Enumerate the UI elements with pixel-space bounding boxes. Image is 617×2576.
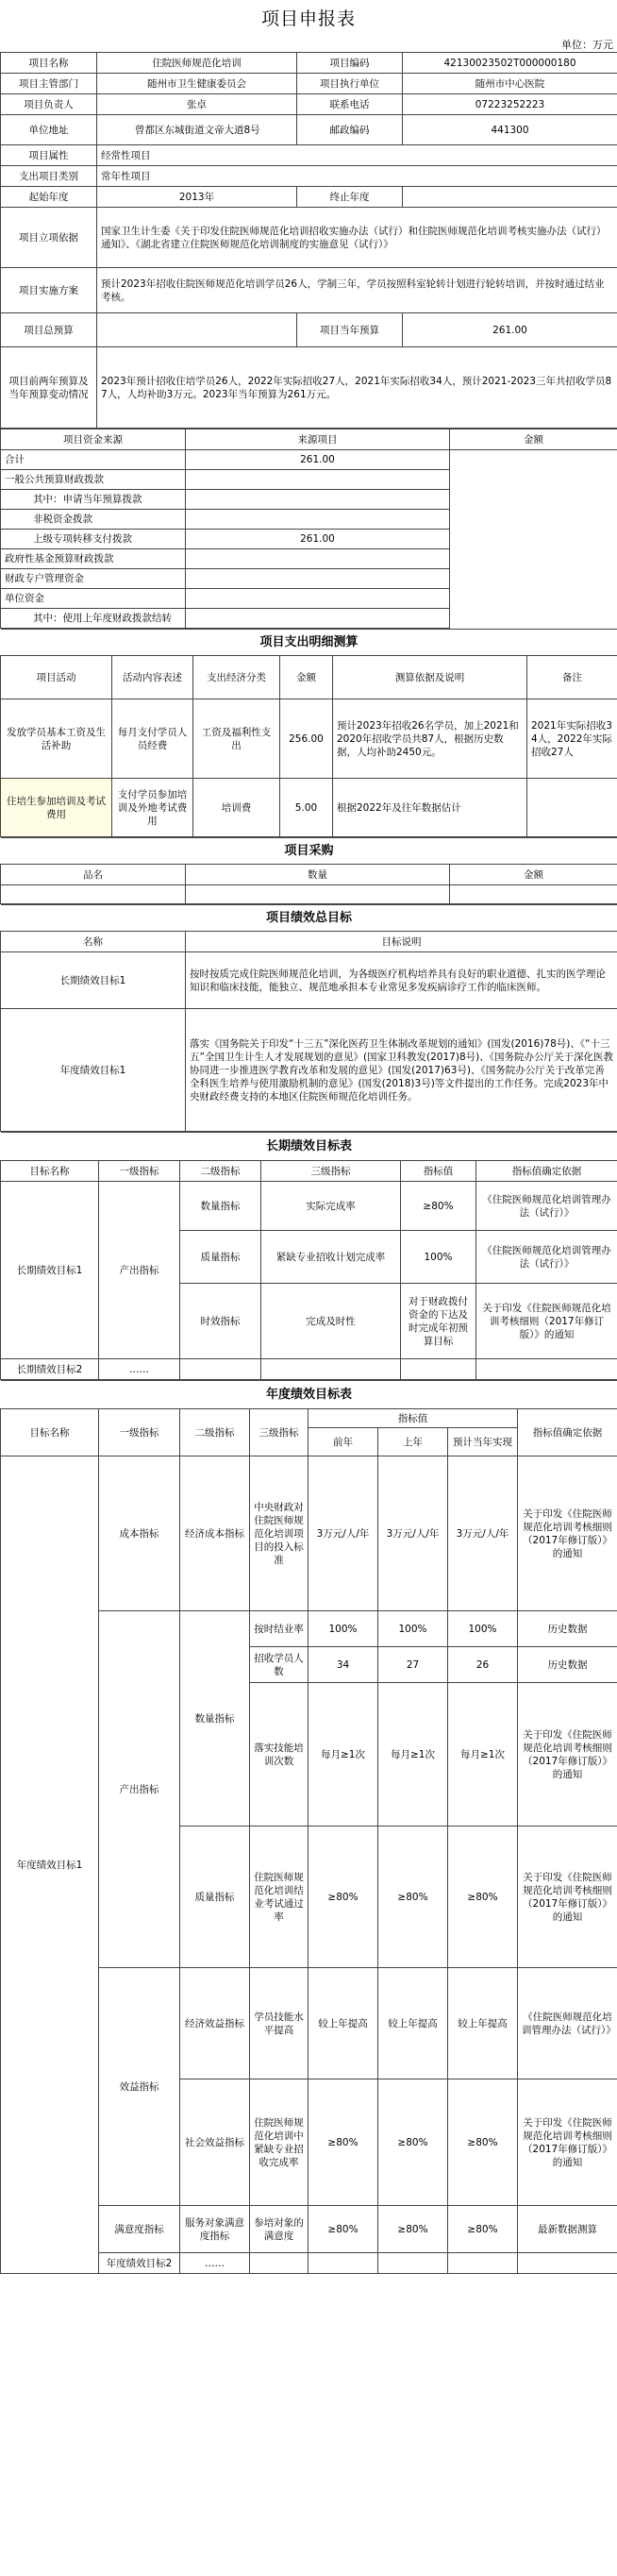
perf-col-desc: 目标说明 [186,932,617,952]
zip-label: 邮政编码 [297,115,403,145]
long-basis-time: 关于印发《住院医师规范化培训考核细则（2017年修订版）》的通知 [476,1284,617,1359]
long-l3-time: 完成及时性 [261,1284,401,1359]
annual-cost-l1: 成本指标 [99,1456,180,1611]
addr-value: 曾都区东城街道文帝大道8号 [97,115,297,145]
annual-cost-l3: 中央财政对住院医师规范化培训项目的投入标准 [250,1456,308,1611]
annual-qty-cur: 26 [448,1647,518,1683]
expense-header-cell: 支出经济分类 [193,656,280,699]
annual-qty-cur: 每月≥1次 [448,1683,518,1827]
funding-table [0,429,617,629]
procure-col-name: 品名 [1,865,186,885]
annual-qty-basis: 历史数据 [518,1611,617,1647]
annual-sat-l3: 参培对象的满意度 [250,2206,308,2253]
annual-qty-cur: 100% [448,1611,518,1647]
annual-col-last: 上年 [378,1428,448,1456]
annual-social-basis: 关于印发《住院医师规范化培训考核细则（2017年修订版）》的通知 [518,2079,617,2206]
annual-econ-last: 较上年提高 [378,1968,448,2079]
long-section-title: 长期绩效目标表 [1,1133,617,1161]
funding-amount [186,510,450,530]
long-l2-time: 时效指标 [180,1284,261,1359]
annual-social-cur: ≥80% [448,2079,518,2206]
annual-quality-cur: ≥80% [448,1827,518,1968]
year-goal-label: 年度绩效目标1 [1,1009,186,1132]
long-l2-qty: 数量指标 [180,1182,261,1231]
long-goal2-name: 长期绩效目标2 [1,1359,99,1380]
change-value: 2023年预计招收住培学员26人，2022年实际招收27人，2021年实际招收34人，预计2021-2023三年共招收学员87人，人均补助3万元。2023年当年预算为261万元。 [97,347,617,429]
dept-label: 项目主管部门 [1,74,97,94]
expense-content: 支付学员参加培训及外地考试费用 [112,779,193,837]
annual-cost-l2: 经济成本指标 [180,1456,250,1611]
annual-cost-basis: 关于印发《住院医师规范化培训考核细则（2017年修订版）》的通知 [518,1456,617,1611]
change-label: 项目前两年预算及当年预算变动情况 [1,347,97,429]
funding-col-source: 来源项目 [186,429,450,450]
long-header-cell: 目标名称 [1,1161,99,1182]
expense-basis: 预计2023年招收26名学员，加上2021和2020年招收学员共87人，根据历史数据，人均补助2450元。 [333,699,527,779]
start-label: 起始年度 [1,187,97,208]
perf-section-title: 项目绩效总目标 [1,905,617,932]
owner-value: 张卓 [97,94,297,115]
funding-label: 项目资金来源 [1,429,186,450]
annual-qty-last: 每月≥1次 [378,1683,448,1827]
annual-goal2-value: …… [180,2253,250,2274]
annual-sat-cur: ≥80% [448,2206,518,2253]
funding-source-item: 其中：使用上年度财政拨款结转 [1,609,186,629]
expense-note: 2021年实际招收34人，2022年实际招收27人 [527,699,617,779]
annual-quality-l2: 质量指标 [180,1827,250,1968]
perf-col-name: 名称 [1,932,186,952]
project-name-label: 项目名称 [1,53,97,74]
funding-source-item: 上级专项转移支付拨款 [1,530,186,549]
phone-label: 联系电话 [297,94,403,115]
annual-output-l1: 产出指标 [99,1611,180,1968]
annual-quality-last: ≥80% [378,1827,448,1968]
annual-cost-last: 3万元/人/年 [378,1456,448,1611]
annual-section-title: 年度绩效目标表 [1,1381,617,1409]
funding-source-item: 合计 [1,450,186,470]
annual-col-cur: 预计当年实现 [448,1428,518,1456]
annual-qty-l3: 按时结业率 [250,1611,308,1647]
annual-qty-last: 100% [378,1611,448,1647]
annual-social-prev: ≥80% [308,2079,378,2206]
annual-econ-l3: 学员技能水平提高 [250,1968,308,2079]
basis-label: 项目立项依据 [1,208,97,268]
cat-value: 常年性项目 [97,166,617,187]
funding-source-item: 一般公共预算财政拨款 [1,470,186,490]
long-basis-qty: 《住院医师规范化培训管理办法（试行）》 [476,1182,617,1231]
procure-section-title: 项目采购 [1,838,617,865]
annual-social-l3: 住院医师规范化培训中紧缺专业招收完成率 [250,2079,308,2206]
funding-source-item: 其中：申请当年预算拨款 [1,490,186,510]
expense-header-cell: 项目活动 [1,656,112,699]
annual-cost-cur: 3万元/人/年 [448,1456,518,1611]
annual-col-l3: 三级指标 [250,1409,308,1456]
long-header-cell: 二级指标 [180,1161,261,1182]
funding-amount: 261.00 [186,530,450,549]
annual-col-l1: 一级指标 [99,1409,180,1456]
expense-table [0,629,617,837]
expense-content: 每月支付学员人员经费 [112,699,193,779]
end-label: 终止年度 [297,187,403,208]
long-l3-qty: 实际完成率 [261,1182,401,1231]
funding-col-amount: 金额 [450,429,617,450]
plan-label: 项目实施方案 [1,268,97,313]
expense-row [1,699,617,779]
project-code: 42130023502T000000180 [403,53,617,74]
zip-value: 441300 [403,115,617,145]
perf-table [0,904,617,1132]
annual-econ-l2: 经济效益指标 [180,1968,250,2079]
expense-activity: 住培生参加培训及考试费用 [1,779,112,837]
annual-col-value: 指标值 [308,1409,518,1428]
long-l2-quality: 质量指标 [180,1231,261,1284]
annual-qty-last: 27 [378,1647,448,1683]
dept-value: 随州市卫生健康委员会 [97,74,297,94]
funding-source-item: 非税资金拨款 [1,510,186,530]
expense-note [527,779,617,837]
exec-value: 随州市中心医院 [403,74,617,94]
annual-qty-l3: 落实技能培训次数 [250,1683,308,1827]
funding-source-item: 政府性基金预算财政拨款 [1,549,186,569]
annual-quality-prev: ≥80% [308,1827,378,1968]
annual-sat-last: ≥80% [378,2206,448,2253]
funding-amount [186,470,450,490]
long-value-qty: ≥80% [401,1182,476,1231]
expense-header-cell: 金额 [280,656,333,699]
long-l3-quality: 紧缺专业招收计划完成率 [261,1231,401,1284]
annual-col-l2: 二级指标 [180,1409,250,1456]
annual-sat-l1: 满意度指标 [99,2206,180,2253]
unit-label: 单位：万元 [561,39,613,51]
annual-qty-l2: 数量指标 [180,1611,250,1827]
project-name: 住院医师规范化培训 [97,53,297,74]
exec-label: 项目执行单位 [297,74,403,94]
total-label: 项目总预算 [1,313,97,347]
long-header-cell: 指标值 [401,1161,476,1182]
funding-amount [186,490,450,510]
attr-value: 经常性项目 [97,145,617,166]
annual-col-basis: 指标值确定依据 [518,1409,617,1456]
annual-col-prev: 前年 [308,1428,378,1456]
annual-qty-prev: 每月≥1次 [308,1683,378,1827]
phone-value: 07223252223 [403,94,617,115]
annual-qty-l3: 招收学员人数 [250,1647,308,1683]
funding-amount [186,569,450,589]
cat-label: 支出项目类别 [1,166,97,187]
expense-header-cell: 测算依据及说明 [333,656,527,699]
funding-amount [186,549,450,569]
procure-col-amount: 金额 [450,865,617,885]
annual-target-table [0,1380,617,2274]
annual-qty-basis: 关于印发《住院医师规范化培训考核细则（2017年修订版）》的通知 [518,1683,617,1827]
annual-sat-basis: 最新数据测算 [518,2206,617,2253]
page-title: 项目申报表 [260,8,356,29]
long-goal-desc: 按时按质完成住院医师规范化培训，为各级医疗机构培养具有良好的职业道德、扎实的医学理论知识和临床技能，能独立、规范地承担本专业常见多发疾病诊疗工作的临床医师。 [186,952,617,1009]
start-value: 2013年 [97,187,297,208]
long-level1: 产出指标 [99,1182,180,1359]
expense-category: 工资及福利性支出 [193,699,280,779]
long-header-cell: 三级指标 [261,1161,401,1182]
expense-row [1,779,617,837]
annual-quality-basis: 关于印发《住院医师规范化培训考核细则（2017年修订版）》的通知 [518,1827,617,1968]
expense-header-cell: 备注 [527,656,617,699]
annual-goal2-name: 年度绩效目标2 [99,2253,180,2274]
annual-sat-l2: 服务对象满意度指标 [180,2206,250,2253]
long-goal2-value: …… [99,1359,180,1380]
annual-sat-prev: ≥80% [308,2206,378,2253]
expense-category: 培训费 [193,779,280,837]
annual-quality-l3: 住院医师规范化培训结业考试通过率 [250,1827,308,1968]
funding-amount: 261.00 [186,450,450,470]
funding-source-item: 单位资金 [1,589,186,609]
annual-qty-prev: 100% [308,1611,378,1647]
total-value [97,313,297,347]
procure-table [0,837,617,904]
long-goal-name: 长期绩效目标1 [1,1182,99,1359]
owner-label: 项目负责人 [1,94,97,115]
year-budget-label: 项目当年预算 [297,313,403,347]
annual-qty-prev: 34 [308,1647,378,1683]
annual-social-last: ≥80% [378,2079,448,2206]
year-budget-value: 261.00 [403,313,617,347]
annual-cost-prev: 3万元/人/年 [308,1456,378,1611]
expense-section-title: 项目支出明细测算 [1,630,617,656]
long-header-cell: 一级指标 [99,1161,180,1182]
plan-value: 预计2023年招收住院医师规范化培训学员26人，学制三年，学员按照科室轮转计划进行轮转培训，并按时通过结业考核。 [97,268,617,313]
annual-effect-l1: 效益指标 [99,1968,180,2206]
procure-col-qty: 数量 [186,865,450,885]
end-value [403,187,617,208]
long-target-table [0,1132,617,1380]
long-value-time: 对于财政拨付资金的下达及时完成年初预算目标 [401,1284,476,1359]
addr-label: 单位地址 [1,115,97,145]
expense-header-cell: 活动内容表述 [112,656,193,699]
expense-amount: 5.00 [280,779,333,837]
long-value-quality: 100% [401,1231,476,1284]
annual-econ-basis: 《住院医师规范化培训管理办法（试行）》 [518,1968,617,2079]
attr-label: 项目属性 [1,145,97,166]
annual-goal-name: 年度绩效目标1 [1,1456,99,2274]
annual-col-goal: 目标名称 [1,1409,99,1456]
funding-source-item: 财政专户管理资金 [1,569,186,589]
long-basis-quality: 《住院医师规范化培训管理办法（试行）》 [476,1231,617,1284]
expense-amount: 256.00 [280,699,333,779]
annual-qty-basis: 历史数据 [518,1647,617,1683]
long-header-cell: 指标值确定依据 [476,1161,617,1182]
basic-info-table [0,52,617,429]
expense-activity: 发放学员基本工资及生活补助 [1,699,112,779]
funding-amount [186,589,450,609]
annual-econ-cur: 较上年提高 [448,1968,518,2079]
funding-amount [186,609,450,629]
year-goal-desc: 落实《国务院关于印发“十三五”深化医药卫生体制改革规划的通知》(国发(2016)78号)、《“十三五”全国卫生计生人才发展规划的意见》(国家卫科教发(2017)8号)、《国务院办公厅关于深化医教协同进一步推进医学教育改革和发展的意见》(国发(2017)63号)、《国务院办公厅关于改革完善全科医生培养与使用激励机制的意见》(国发(2018)3号)等文件提出的工作任务。完成2023年中央财政经费支持的本地区住院医师规范化培训任务。 [186,1009,617,1132]
expense-basis: 根据2022年及往年数据估计 [333,779,527,837]
annual-econ-prev: 较上年提高 [308,1968,378,2079]
long-goal-label: 长期绩效目标1 [1,952,186,1009]
annual-social-l2: 社会效益指标 [180,2079,250,2206]
basis-value: 国家卫生计生委《关于印发住院医师规范化培训招收实施办法（试行）和住院医师规范化培训考核实施办法（试行）通知》、《湖北省建立住院医师规范化培训制度的实施意见（试行）》 [97,208,617,268]
project-code-label: 项目编码 [297,53,403,74]
